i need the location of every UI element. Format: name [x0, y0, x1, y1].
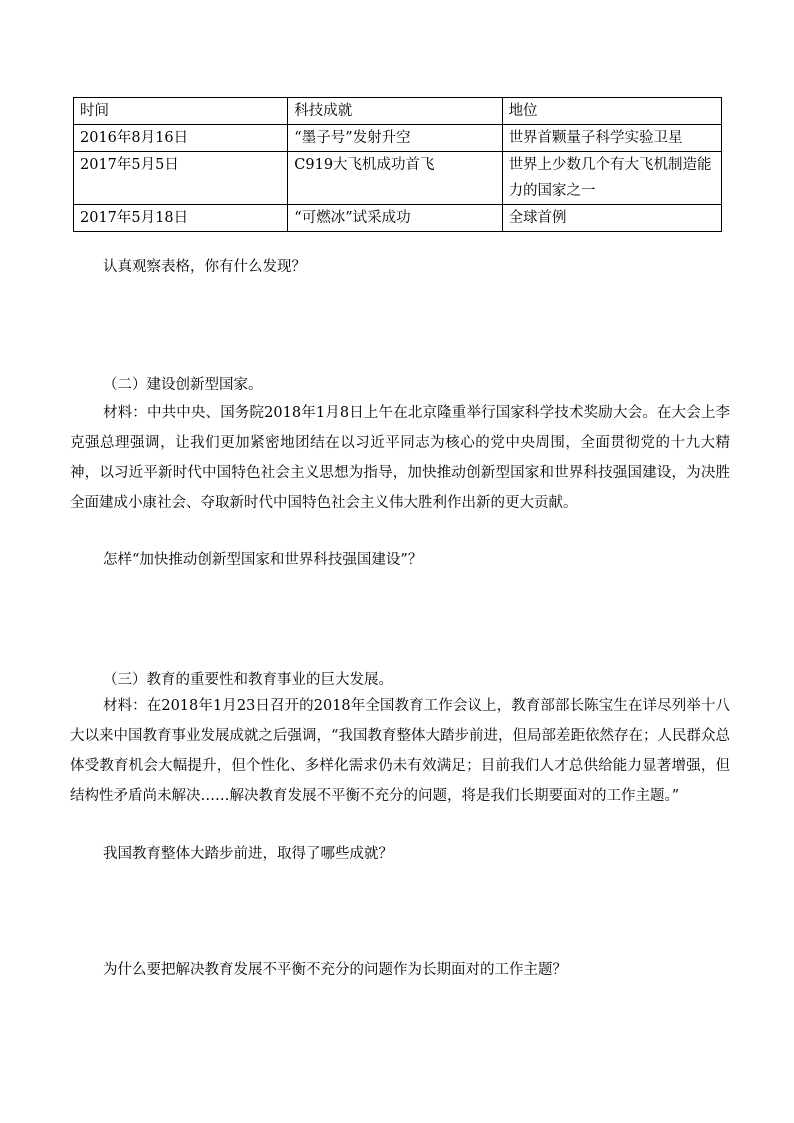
header-time: 时间 [74, 98, 288, 125]
section3-heading: （三）教育的重要性和教育事业的巨大发展。 [103, 672, 393, 688]
cell-status: 世界首颗量子科学实验卫星 [502, 125, 721, 152]
table-question: 认真观察表格，你有什么发现？ [103, 259, 306, 275]
section2-question: 怎样“加快推动创新型国家和世界科技强国建设”？ [103, 552, 423, 568]
section3-question-1: 我国教育整体大踏步前进，取得了哪些成就？ [103, 846, 393, 862]
achievements-table [73, 97, 722, 232]
header-achievement: 科技成就 [288, 98, 502, 125]
cell-achievement: C919大飞机成功首飞 [288, 152, 502, 205]
table-row [74, 125, 722, 152]
section2-heading: （二）建设创新型国家。 [103, 377, 263, 393]
section3-question-2: 为什么要把解决教育发展不平衡不充分的问题作为长期面对的工作主题？ [103, 962, 567, 978]
header-status: 地位 [502, 98, 721, 125]
cell-achievement: “可燃冰”试采成功 [288, 205, 502, 232]
cell-achievement: “墨子号”发射升空 [288, 125, 502, 152]
table-row [74, 152, 722, 205]
table-row [74, 205, 722, 232]
cell-status: 全球首例 [502, 205, 721, 232]
section2-material: 材料：中共中央、国务院2018年1月8日上午在北京隆重举行国家科学技术奖励大会。在大会上李克强总理强调，让我们更加紧密地团结在以习近平同志为核心的党中央周围，全面贯彻党的十九大精神，以习近平新时代中国特色社会主义思想为指导，加快推动创新型国家和世界科技强国建设，为决胜全面建成小康社会、夺取新时代中国特色社会主义伟大胜利作出新的更大贡献。 [70, 405, 730, 511]
cell-time: 2017年5月18日 [74, 205, 288, 232]
cell-time: 2016年8月16日 [74, 125, 288, 152]
table-header-row [74, 98, 722, 125]
cell-time: 2017年5月5日 [74, 152, 288, 205]
cell-status: 世界上少数几个有大飞机制造能力的国家之一 [502, 152, 721, 205]
section3-material: 材料：在2018年1月23日召开的2018年全国教育工作会议上，教育部部长陈宝生在详尽列举十八大以来中国教育事业发展成就之后强调，“我国教育整体大踏步前进，但局部差距依然存在；人民群众总体受教育机会大幅提升，但个性化、多样化需求仍未有效满足；目前我们人才总供给能力显著增强，但结构性矛盾尚未解决……解决教育发展不平衡不充分的问题，将是我们长期要面对的工作主题。” [70, 698, 730, 804]
